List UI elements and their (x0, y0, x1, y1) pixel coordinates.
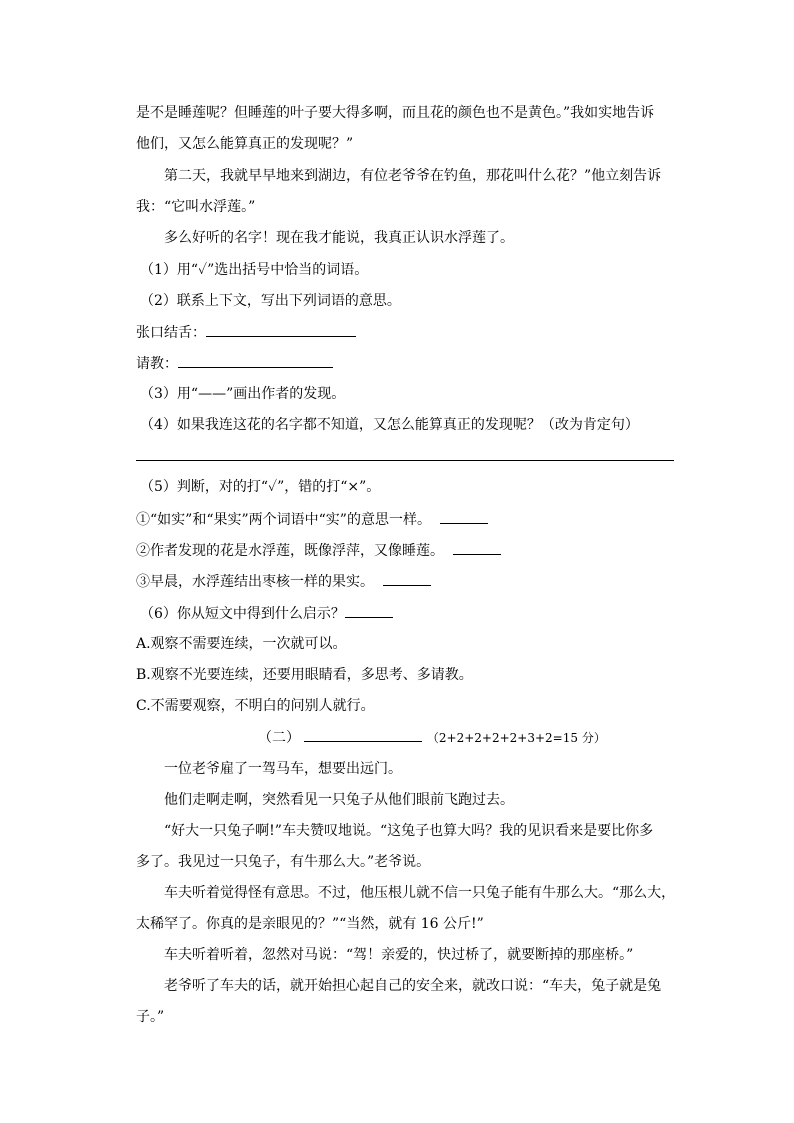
section-2-heading (258, 727, 794, 748)
passage2-line: 多了。我见过一只兔子，有牛那么大。”老爷说。 (136, 854, 431, 870)
passage1-line: 第二天，我就早早地来到湖边，有位老爷爷在钓鱼，那花叫什么花？”他立刻告诉 (164, 168, 662, 184)
passage2-line: 老爷听了车夫的话，就开始担心起自己的安全来，就改口说：“车夫，兔子就是兔 (164, 978, 662, 994)
section-2-title-blank[interactable] (304, 727, 422, 742)
question-2: （2）联系上下文，写出下列词语的意思。 (140, 293, 401, 309)
question-1: （1）用“✓”选出括号中恰当的词语。 (140, 262, 369, 278)
passage2-line: 太稀罕了。你真的是亲眼见的？”“当然，就有 16 公斤!” (136, 916, 484, 932)
question-4-answer-line[interactable] (136, 460, 674, 461)
passage2-line: 他们走啊走啊，突然看见一只兔子从他们眼前飞跑过去。 (164, 792, 514, 808)
question-4: （4）如果我连这花的名字都不知道，又怎么能算真正的发现呢？（改为肯定句） (140, 417, 639, 433)
term-1-row (136, 322, 676, 343)
judge-3-blank[interactable] (383, 571, 431, 586)
passage2-line: “好大一只兔子啊!”车夫赞叹地说。“这兔子也算大吗？我的见识看来是要比你多 (164, 823, 654, 839)
question-6: （6）你从短文中得到什么启示？ (140, 606, 345, 622)
judge-2-blank[interactable] (453, 540, 501, 555)
section-2-score: （2+2+2+2+2+3+2=15 分） (426, 731, 606, 745)
judge-3-row (136, 571, 676, 592)
passage1-line: 是不是睡莲呢？但睡莲的叶子要大得多啊，而且花的颜色也不是黄色。”我如实地告诉 (136, 105, 655, 121)
question-6-row (140, 603, 680, 624)
passage2-line: 一位老爷雇了一驾马车，想要出远门。 (164, 761, 402, 777)
judge-1-row (136, 509, 676, 530)
passage2-line: 子。” (136, 1009, 165, 1025)
term-1-answer-blank[interactable] (206, 322, 356, 337)
passage1-line: 我：“它叫水浮莲。” (136, 199, 256, 215)
passage2-line: 车夫听着觉得怪有意思。不过，他压根儿就不信一只兔子能有牛那么大。“那么大， (164, 885, 676, 901)
judge-3-text: ③早晨，水浮莲结出枣核一样的果实。 (136, 574, 374, 590)
passage1-line: 多么好听的名字！现在我才能说，我真正认识水浮莲了。 (164, 230, 514, 246)
section-2-label: （二） (258, 730, 300, 746)
judge-2-row (136, 540, 676, 561)
option-b: B.观察不光要连续，还要用眼睛看，多思考、多请教。 (136, 667, 473, 683)
term-1-label: 张口结舌： (136, 325, 206, 341)
option-c: C.不需要观察，不明白的问别人就行。 (136, 698, 375, 714)
question-6-blank[interactable] (345, 603, 393, 618)
judge-1-blank[interactable] (440, 509, 488, 524)
passage1-line: 他们，又怎么能算真正的发现呢？” (136, 136, 354, 152)
passage2-line: 车夫听着听着，忽然对马说：“驾！亲爱的，快过桥了，就要断掉的那座桥。” (164, 947, 634, 963)
question-5: （5）判断，对的打“✓”，错的打“×”。 (140, 479, 381, 495)
term-2-row (136, 353, 676, 374)
question-3: （3）用“——”画出作者的发现。 (140, 386, 346, 402)
judge-1-text: ①“如实”和“果实”两个词语中“实”的意思一样。 (136, 512, 431, 528)
term-2-answer-blank[interactable] (178, 353, 333, 368)
judge-2-text: ②作者发现的花是水浮莲，既像浮萍，又像睡莲。 (136, 543, 444, 559)
term-2-label: 请教： (136, 356, 178, 372)
option-a: A.观察不需要连续，一次就可以。 (136, 636, 347, 652)
